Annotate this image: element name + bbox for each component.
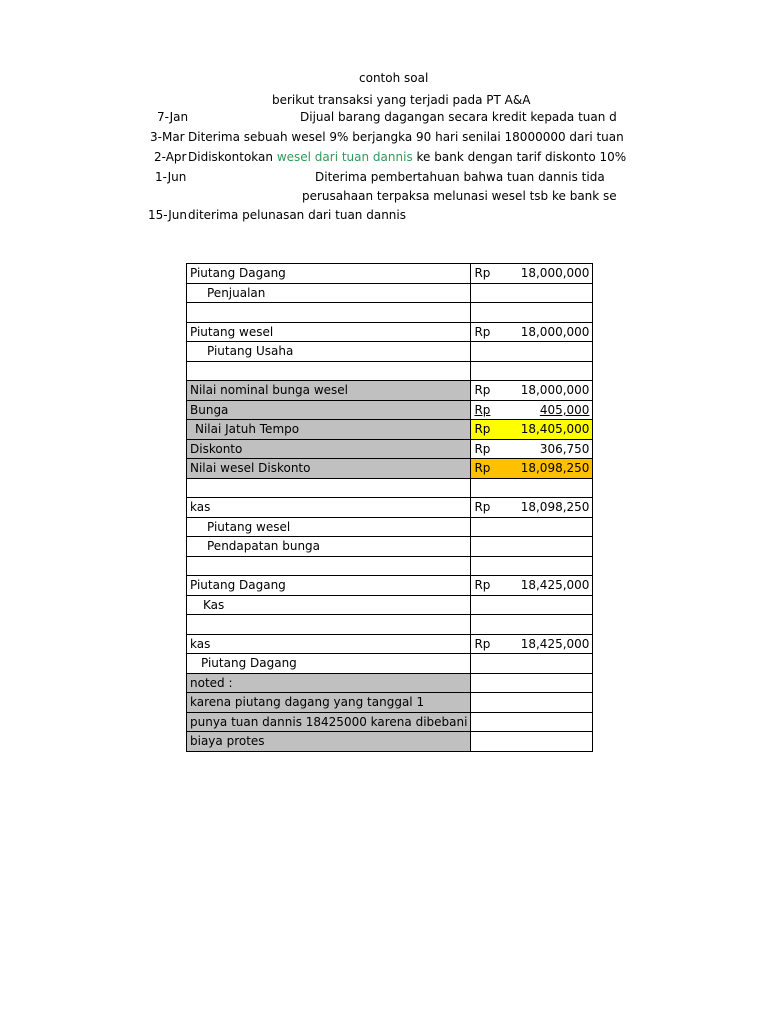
value-cell [471, 303, 593, 323]
table-row [187, 322, 593, 342]
value-cell [471, 556, 593, 576]
value-cell [471, 732, 593, 752]
transaction-text [188, 148, 627, 166]
value-cell [471, 537, 593, 557]
transaction-text: perusahaan terpaksa melunasi wesel tsb ke bank se [302, 189, 617, 203]
account-cell: Nilai nominal bunga wesel [187, 381, 471, 401]
table-row [187, 478, 593, 498]
table-row [187, 634, 593, 654]
amount-cell: 18,000,000 [509, 264, 593, 284]
transaction-date: 2-Apr [154, 150, 187, 164]
currency-cell: Rp [471, 634, 509, 654]
currency-cell: Rp [471, 498, 509, 518]
amount-cell: 306,750 [509, 439, 593, 459]
transaction-date: 15-Jun [148, 208, 188, 222]
currency-cell: Rp [471, 576, 509, 596]
note-cell: noted : [187, 673, 471, 693]
transaction-text-after: ke bank dengan tarif diskonto 10% [412, 150, 627, 164]
amount-cell: 18,405,000 [509, 420, 593, 440]
value-cell [471, 478, 593, 498]
transaction-date: 7-Jan [157, 110, 189, 124]
amount-cell: 18,098,250 [509, 459, 593, 479]
table-row [187, 439, 593, 459]
value-cell [471, 361, 593, 381]
account-cell: Piutang Dagang [187, 654, 471, 674]
value-cell [471, 654, 593, 674]
transaction-date: 1-Jun [155, 170, 187, 184]
account-cell: Bunga [187, 400, 471, 420]
currency-cell: Rp [471, 420, 509, 440]
value-cell [471, 595, 593, 615]
amount-cell [509, 400, 593, 420]
account-cell [187, 303, 471, 323]
currency-cell: Rp [471, 264, 509, 284]
currency-cell [471, 400, 509, 420]
value-cell [471, 615, 593, 635]
value-cell [471, 712, 593, 732]
amount-cell: 18,425,000 [509, 634, 593, 654]
currency-cell: Rp [471, 322, 509, 342]
account-cell: Nilai wesel Diskonto [187, 459, 471, 479]
value-cell [471, 673, 593, 693]
sheet-title: contoh soal [359, 71, 429, 85]
amount-cell: 18,000,000 [509, 322, 593, 342]
table-row [187, 693, 593, 713]
account-cell: Diskonto [187, 439, 471, 459]
table-row [187, 400, 593, 420]
amount-text: 405,000 [539, 402, 590, 417]
table-row [187, 712, 593, 732]
account-cell: Kas [187, 595, 471, 615]
account-cell: Pendapatan bunga [187, 537, 471, 557]
value-cell [471, 517, 593, 537]
table-row [187, 264, 593, 284]
note-cell: karena piutang dagang yang tanggal 1 [187, 693, 471, 713]
account-cell: Nilai Jatuh Tempo [187, 420, 471, 440]
value-cell [471, 283, 593, 303]
note-cell: punya tuan dannis 18425000 karena dibebani [187, 712, 471, 732]
currency-cell: Rp [471, 381, 509, 401]
account-cell [187, 615, 471, 635]
account-cell: Piutang wesel [187, 517, 471, 537]
account-cell: kas [187, 498, 471, 518]
account-cell: Piutang Dagang [187, 576, 471, 596]
transaction-text: Diterima pembertahuan bahwa tuan dannis tida [315, 170, 605, 184]
transaction-text: diterima pelunasan dari tuan dannis [188, 208, 406, 222]
table-row [187, 420, 593, 440]
table-row [187, 654, 593, 674]
table-row [187, 615, 593, 635]
transaction-text: Diterima sebuah wesel 9% berjangka 90 hari senilai 18000000 dari tuan [188, 130, 624, 144]
account-cell: Piutang Dagang [187, 264, 471, 284]
currency-cell: Rp [471, 459, 509, 479]
account-cell: Piutang wesel [187, 322, 471, 342]
amount-cell: 18,098,250 [509, 498, 593, 518]
table-row [187, 283, 593, 303]
table-row [187, 673, 593, 693]
value-cell [471, 693, 593, 713]
account-cell [187, 478, 471, 498]
table-row [187, 342, 593, 362]
table-row [187, 459, 593, 479]
table-row [187, 303, 593, 323]
sheet-subtitle: berikut transaksi yang terjadi pada PT A&A [272, 93, 531, 107]
highlighted-text: wesel dari tuan dannis [276, 150, 413, 164]
note-cell: biaya protes [187, 732, 471, 752]
account-cell: kas [187, 634, 471, 654]
table-row [187, 498, 593, 518]
account-cell [187, 361, 471, 381]
table-row [187, 732, 593, 752]
amount-cell: 18,000,000 [509, 381, 593, 401]
journal-table [186, 263, 593, 752]
table-row [187, 517, 593, 537]
currency-text: Rp [474, 402, 491, 417]
account-cell [187, 556, 471, 576]
transaction-text-before: Didiskontokan [188, 150, 277, 164]
transaction-date: 3-Mar [150, 130, 185, 144]
table-row [187, 537, 593, 557]
table-row [187, 576, 593, 596]
value-cell [471, 342, 593, 362]
account-cell: Piutang Usaha [187, 342, 471, 362]
amount-cell: 18,425,000 [509, 576, 593, 596]
transaction-text: Dijual barang dagangan secara kredit kepada tuan d [300, 110, 617, 124]
table-row [187, 556, 593, 576]
table-row [187, 361, 593, 381]
currency-cell: Rp [471, 439, 509, 459]
table-row [187, 595, 593, 615]
table-row [187, 381, 593, 401]
account-cell: Penjualan [187, 283, 471, 303]
